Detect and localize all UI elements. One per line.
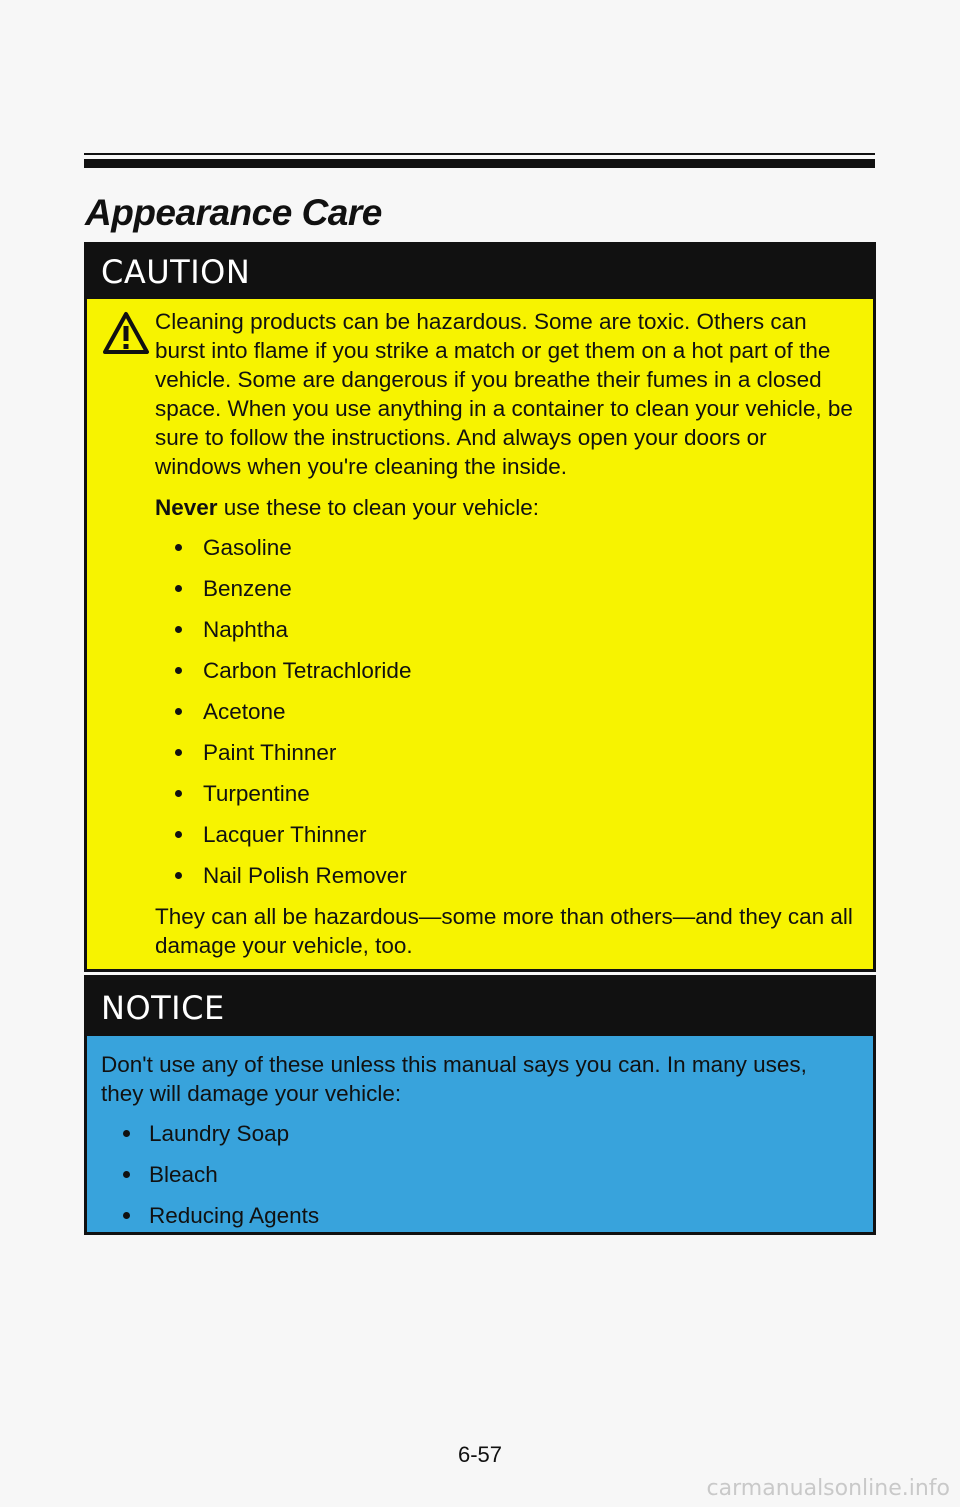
list-item [155,738,855,779]
notice-paragraph: Don't use any of these unless this manual says you can. In many uses, they will damage your vehicle: [101,1052,807,1106]
list-item [155,615,855,656]
list-item-label: Carbon Tetrachloride [203,658,412,683]
notice-list [101,1119,851,1242]
list-item [155,656,855,697]
list-item [155,861,855,902]
list-item [155,820,855,861]
caution-header: CAUTION [87,245,873,299]
bullet-icon [175,708,182,715]
caution-outro: They can all be hazardous—some more than others—and they can all damage your vehicle, too. [155,904,853,958]
bullet-icon [175,544,182,551]
list-item [155,574,855,615]
bullet-icon [175,749,182,756]
list-item [155,779,855,820]
list-item-label: Bleach [149,1162,218,1187]
caution-paragraph: Cleaning products can be hazardous. Some are toxic. Others can burst into flame if you strike a match or get them on a hot part of the vehicle. Some are dangerous if you breathe their fumes in a closed space. When you use anything in a container to clean your vehicle, be sure to follow the instructions. And always open your doors or windows when you're cleaning the inside. [155,309,853,479]
caution-list [155,533,855,902]
list-item [155,697,855,738]
list-item-label: Naphtha [203,617,289,642]
list-item-label: Benzene [203,576,292,601]
bullet-icon [175,667,182,674]
caution-body [155,307,855,960]
list-item-label: Lacquer Thinner [203,822,367,847]
list-item-label: Nail Polish Remover [203,863,407,888]
list-item [101,1201,851,1242]
section-title: Appearance Care [85,192,382,233]
list-item [101,1119,851,1160]
list-item-label: Laundry Soap [149,1121,290,1146]
page-number: 6-57 [457,1442,503,1467]
bullet-icon [123,1130,130,1137]
bullet-icon [175,790,182,797]
never-emphasis: Never [155,495,218,520]
list-item-label: Acetone [203,699,286,724]
caution-box [84,242,876,972]
list-item [155,533,855,574]
list-item-label: Gasoline [203,535,292,560]
notice-body [101,1050,851,1242]
never-rest: use these to clean your vehicle: [217,495,539,520]
bullet-icon [175,872,182,879]
notice-header: NOTICE [87,978,873,1036]
list-item-label: Reducing Agents [149,1203,320,1228]
bullet-icon [175,626,182,633]
list-item-label: Paint Thinner [203,740,337,765]
list-item-label: Turpentine [203,781,310,806]
bullet-icon [123,1171,130,1178]
watermark: carmanualsonline.info [706,1476,950,1501]
never-line [155,493,855,522]
notice-box [84,975,876,1235]
list-item [101,1160,851,1201]
warning-triangle-icon [102,311,150,355]
bullet-icon [123,1212,130,1219]
bullet-icon [175,585,182,592]
top-rule [84,153,875,169]
bullet-icon [175,831,182,838]
